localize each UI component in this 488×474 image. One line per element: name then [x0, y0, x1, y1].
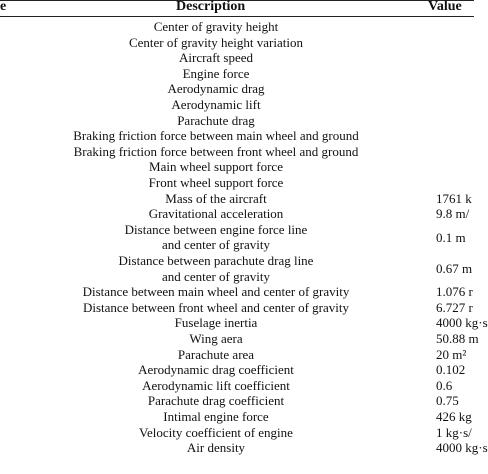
header-bottom-rule: [0, 16, 474, 17]
description-cell: Fuselage inertia: [174, 315, 258, 331]
value-cell: 4000 kg·s: [436, 315, 488, 331]
value-cell: 6.727 r: [436, 299, 473, 315]
description-cell: Air density: [186, 440, 246, 456]
header-symbol: e: [0, 0, 7, 14]
description-cell: Aircraft speed: [179, 50, 253, 66]
description-cell: Aerodynamic drag coefficient: [138, 362, 294, 378]
description-cell: Aerodynamic drag: [167, 81, 265, 97]
value-cell: 9.8 m/: [436, 206, 470, 222]
value-cell: 20 m²: [436, 346, 467, 362]
value-cell: 0.1 m: [436, 229, 466, 245]
value-cell: 4000 kg·s: [436, 440, 488, 456]
value-cell: 0.75: [436, 393, 459, 409]
description-cell: Parachute drag: [177, 112, 255, 128]
header-value: Value: [428, 0, 462, 14]
value-cell: 426 kg: [436, 409, 472, 424]
description-cell: Center of gravity height variation: [128, 34, 303, 50]
value-cell: 1761 k: [436, 190, 472, 206]
value-cell: 0.102: [436, 362, 466, 378]
description-cell: Distance between front wheel and center of gravity: [82, 299, 350, 315]
description-cell: Wing aera: [189, 331, 243, 346]
description-cell: Velocity coefficient of engine: [139, 424, 293, 440]
description-cell: Aerodynamic lift: [171, 97, 261, 112]
description-cell: Parachute drag coefficient: [147, 393, 285, 409]
description-cell: Braking friction force between main wheel and ground: [73, 128, 359, 144]
description-cell: Mass of the aircraft: [165, 190, 267, 206]
description-cell: and center of gravity: [162, 237, 270, 253]
description-cell: Front wheel support force: [148, 175, 284, 190]
description-cell: Braking friction force between front wheel and ground: [73, 143, 359, 159]
value-cell: 0.6: [436, 377, 453, 393]
value-cell: 1 kg·s/: [436, 424, 472, 440]
value-cell: 0.67 m: [436, 260, 473, 276]
description-cell: Center of gravity height: [153, 19, 279, 34]
description-cell: Parachute area: [177, 346, 255, 362]
value-cell: 50.88 m: [436, 331, 479, 346]
header-description: Description: [176, 0, 246, 14]
description-cell: Engine force: [182, 65, 250, 81]
description-cell: Intimal engine force: [163, 409, 269, 424]
description-cell: Distance between engine force line: [124, 221, 308, 237]
description-cell: Aerodynamic lift coefficient: [142, 377, 290, 393]
description-cell: and center of gravity: [162, 268, 270, 284]
description-cell: Gravitational acceleration: [148, 206, 284, 222]
value-cell: 1.076 r: [436, 284, 473, 300]
description-cell: Distance between parachute drag line: [118, 253, 314, 268]
description-cell: Distance between main wheel and center of gravity: [82, 284, 350, 300]
description-cell: Main wheel support force: [149, 159, 283, 175]
